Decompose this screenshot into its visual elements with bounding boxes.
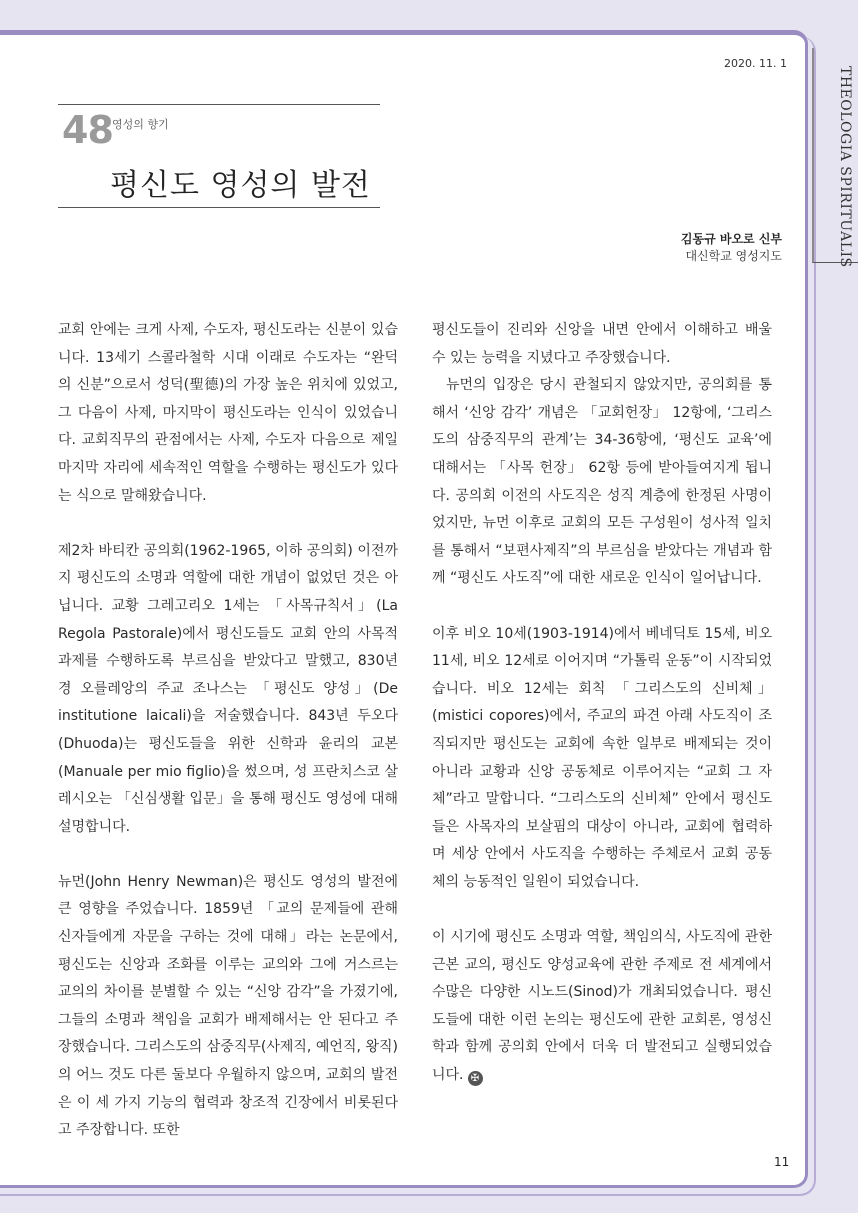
side-title-box (812, 48, 858, 268)
paragraph-last (432, 924, 772, 1090)
paragraph: 제2차 바티칸 공의회(1962-1965, 이하 공의회) 이전까지 평신도의 소명과 역할에 대한 개념이 없었던 것은 아닙니다. 교황 그레고리오 1세는 「사목규칙서」(La Regola Pastorale)에서 평신도들도 교회 안의 사목적 과제를 수행하도록 부르심을 받았다고 말했고, 830년 경 오를레앙의 주교 조나스는 「평신도 양성」(De institutione laicali)을 저술했습니다. 843년 두오다(Dhuoda)는 평신도들을 위한 신학과 윤리의 교본(Manuale per mio figlio)을 썼으며, 성 프란치스코 살레시오는 「신심생활 입문」을 통해 평신도 영성에 대해 설명합니다. (58, 542, 398, 835)
side-title: THEOLOGIA SPIRITUALIS (837, 66, 853, 268)
left-column (58, 317, 398, 1145)
issue-date: 2020. 11. 1 (724, 57, 787, 70)
author-name: 김동규 바오로 신부 (680, 232, 782, 246)
header-rule-bottom (58, 207, 380, 208)
article-title: 평신도 영성의 발전 (110, 168, 371, 203)
paragraph: 이후 비오 10세(1903-1914)에서 베네딕토 15세, 비오 11세, 비오 12세로 이어지며 “가톨릭 운동”이 시작되었습니다. 비오 12세는 회칙 「그리스도의 신비체」(mistici copores)에서, 주교의 파견 아래 사도직이 조직되지만 평신도는 교회에 속한 일부로 배제되는 것이 아니라 교황과 신앙 공동체로 이루어지는 “교회 그 자체”라고 말합니다. “그리스도의 신비체” 안에서 평신도들은 사목자의 보살핌의 대상이 아니라, 교회에 협력하며 세상 안에서 사도직을 수행하는 주체로서 교회 공동체의 능동적인 일원이 되었습니다. (432, 625, 772, 890)
author-block (681, 231, 782, 265)
section-name: 영성의 향기 (112, 118, 169, 131)
paragraph: 평신도들이 진리와 신앙을 내면 안에서 이해하고 배울 수 있는 능력을 지녔다고 주장했습니다. (432, 322, 772, 366)
paragraph: 뉴먼의 입장은 당시 관철되지 않았지만, 공의회를 통해서 ‘신앙 감각’ 개념은 「교회헌장」 12항에, ‘그리스도의 삼중직무의 관계’는 34-36항에, ‘평신도 교육’에 대해서는 「사목 헌장」 62항 등에 받아들여지게 됩니다. 공의회 이전의 사도직은 성직 계층에 한정된 사명이었지만, 뉴먼 이후로 교회의 모든 구성원이 성사적 일치를 통해서 “보편사제직”의 부르심을 받았다는 개념과 함께 “평신도 사도직”에 대한 새로운 인식이 일어납니다. (432, 377, 772, 587)
page-number: 11 (774, 1155, 790, 1169)
author-affiliation: 대신학교 영성지도 (685, 249, 782, 263)
end-mark-icon: ✠ (468, 1071, 483, 1086)
paragraph-text: 이 시기에 평신도 소명과 역할, 책임의식, 사도직에 관한 근본 교의, 평신도 양성교육에 관한 주제로 전 세계에서 수많은 다양한 시노드(Sinod)가 개최되었습니다. 평신도들에 대한 이런 논의는 평신도에 관한 교회론, 영성신학과 함께 공의회 안에서 더욱 더 발전되고 실행되었습니다. (432, 929, 772, 1084)
paragraph: 뉴먼(John Henry Newman)은 평신도 영성의 발전에 큰 영향을 주었습니다. 1859년 「교의 문제들에 관해 신자들에게 자문을 구하는 것에 대해」라는 논문에서, 평신도는 신앙과 조화를 이루는 교의와 그에 거스르는 교의의 차이를 분별할 수 있는 “신앙 감각”을 가졌기에, 그들의 소명과 책임을 교회가 배제해서는 안 된다고 주장했습니다. 그리스도의 삼중직무(사제직, 예언직, 왕직)의 어느 것도 다른 둘보다 우월하지 않으며, 교회의 발전은 이 세 가지 기능의 협력과 창조적 긴장에서 비롯된다고 주장합니다. 또한 (58, 873, 398, 1139)
issue-number: 48 (62, 108, 113, 152)
header-rule-top (58, 104, 380, 105)
paragraph: 교회 안에는 크게 사제, 수도자, 평신도라는 신분이 있습니다. 13세기 스콜라철학 시대 이래로 수도자는 “완덕의 신분”으로서 성덕(聖德)의 가장 높은 위치에 있었고, 그 다음이 사제, 마지막이 평신도라는 인식이 있었습니다. 교회직무의 관점에서는 사제, 수도자 다음으로 제일 마지막 자리에 세속적인 역할을 수행하는 평신도가 있다는 식으로 말해왔습니다. (58, 322, 398, 504)
right-column (432, 317, 772, 1090)
